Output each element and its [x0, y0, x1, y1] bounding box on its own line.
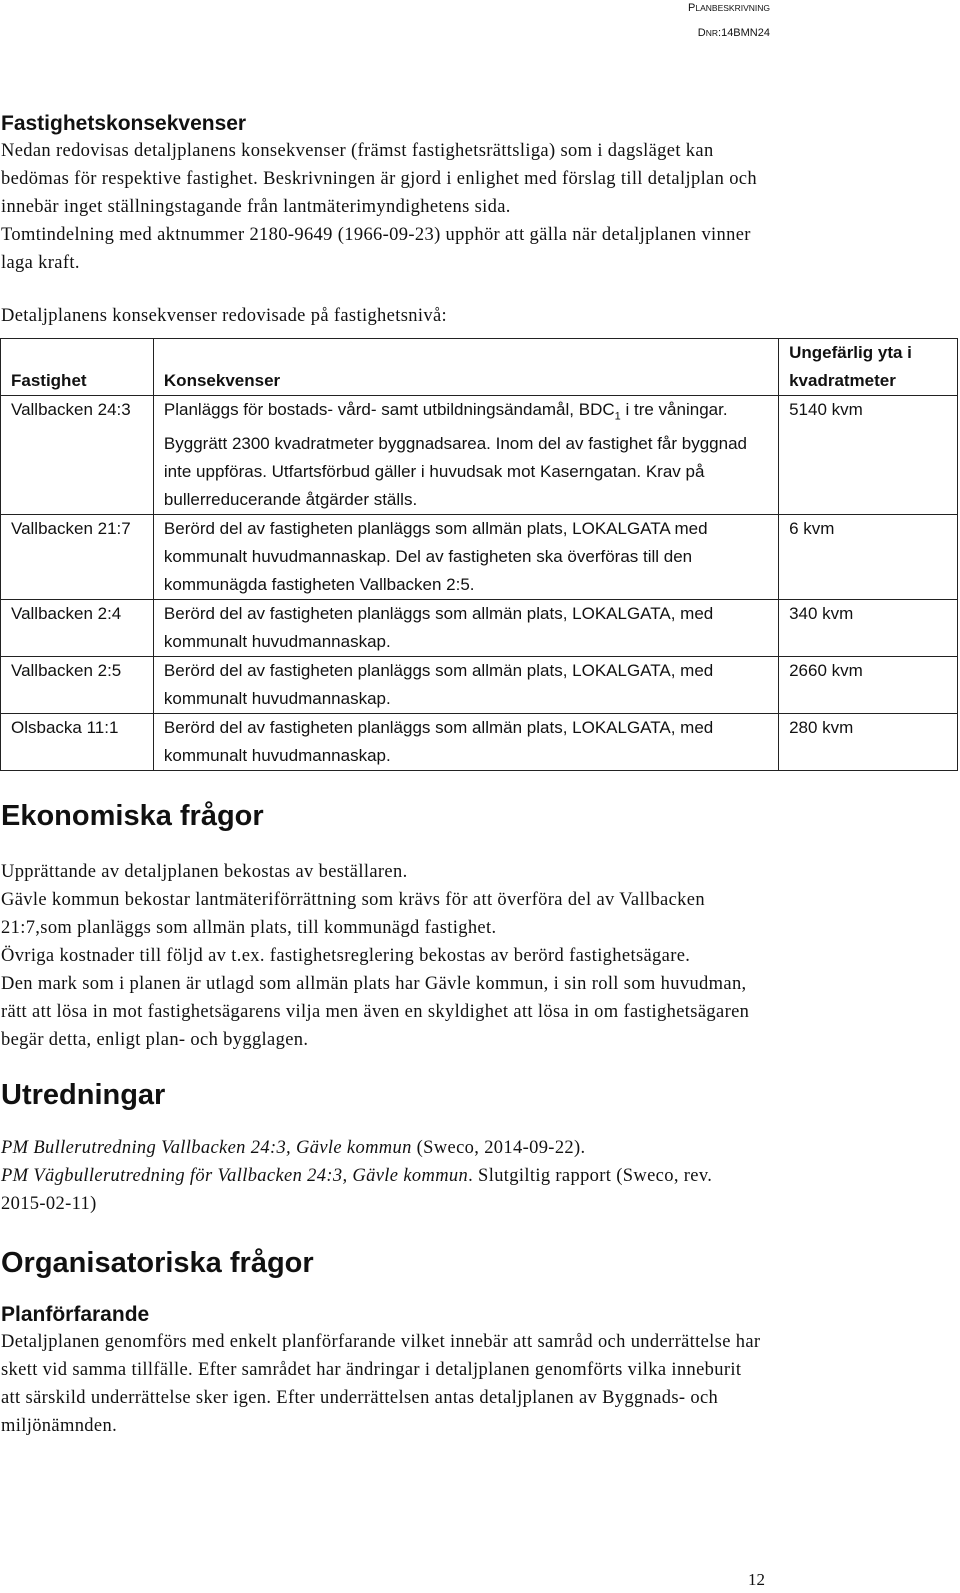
page-content: [1, 108, 956, 1440]
utredning-2-rest: . Slutgiltig rapport (Sweco, rev. 2015-02-11): [1, 1166, 713, 1215]
ekonomiska-p2: Gävle kommun bekostar lantmäteriförrättning som krävs för att överföra del av Vallbacken 21:7,som planläggs som allmän plats, till kommunägd fastighet.: [1, 890, 705, 939]
cell-fastighet: Vallbacken 2:5: [1, 657, 154, 714]
konsekvens-subscript: 1: [614, 410, 621, 423]
cell-konsekvens: Berörd del av fastigheten planläggs som allmän plats, LOKALGATA, med kommunalt huvudmannaskap.: [153, 714, 778, 771]
dnr-cap: D: [697, 27, 706, 39]
page-number: 12: [748, 1570, 765, 1589]
utredning-item-1: [1, 1134, 761, 1162]
ekonomiska-p3: Övriga kostnader till följd av t.ex. fastighetsreglering bekostas av berörd fastighetsägare.: [1, 946, 691, 967]
cell-konsekvens: Berörd del av fastigheten planläggs som allmän plats, LOKALGATA, med kommunalt huvudmannaskap.: [153, 657, 778, 714]
doc-type-rest: LANBESKRIVNING: [695, 3, 770, 13]
utredning-1-title: PM Bullerutredning Vallbacken 24:3, Gävle kommun: [1, 1138, 412, 1159]
table-row: [1, 515, 958, 600]
header-konsekvenser: Konsekvenser: [153, 339, 778, 396]
ekonomiska-p1: Upprättande av detaljplanen bekostas av beställaren.: [1, 862, 408, 883]
header-yta: Ungefärlig yta i kvadratmeter: [779, 339, 958, 396]
cell-yta: 340 kvm: [779, 600, 958, 657]
utredning-item-2: [1, 1162, 761, 1218]
ekonomiska-heading: Ekonomiska frågor: [1, 800, 264, 833]
table-intro: Detaljplanens konsekvenser redovisade på fastighetsnivå:: [1, 306, 447, 326]
dnr-value: :14BMN24: [718, 27, 770, 39]
table-row: [1, 600, 958, 657]
utredningar-heading: Utredningar: [1, 1079, 166, 1112]
cell-fastighet: Vallbacken 2:4: [1, 600, 154, 657]
organisatoriska-heading: Organisatoriska frågor: [1, 1247, 314, 1280]
planforfarande-paragraph: Detaljplanen genomförs med enkelt planförfarande vilket innebär att samråd och underrättelse har skett vid samma tillfälle. Efter samrådet har ändringar i detaljplanen genomförts vilka inneburit att särskild underrättelse sker igen. Efter underrättelsen antas detaljplanen av Byggnads- och miljönämnden.: [1, 1332, 761, 1437]
cell-konsekvens: Berörd del av fastigheten planläggs som allmän plats, LOKALGATA, med kommunalt huvudmannaskap.: [153, 600, 778, 657]
konsekvens-pre: Planläggs för bostads- vård- samt utbildningsändamål, BDC: [163, 400, 615, 419]
dnr-rest: NR: [705, 28, 719, 38]
ekonomiska-p4: Den mark som i planen är utlagd som allmän plats har Gävle kommun, i sin roll som huvudman, rätt att lösa in mot fastighetsägarens vilja men även en skyldighet att lösa in om fastighetsägaren begär detta, enligt plan- och bygglagen.: [1, 974, 750, 1051]
header-fastighet: Fastighet: [1, 339, 154, 396]
table-row: [1, 714, 958, 771]
cell-konsekvens: Berörd del av fastigheten planläggs som allmän plats, LOKALGATA med kommunalt huvudmannaskap. Del av fastigheten ska överföras till den kommunägda fastigheten Vallbacken 2:5.: [153, 515, 778, 600]
cell-yta: 280 kvm: [779, 714, 958, 771]
fastighet-table: [0, 338, 958, 771]
cell-konsekvens: [153, 396, 778, 515]
cell-fastighet: Vallbacken 24:3: [1, 396, 154, 515]
doc-type-header: [688, 2, 770, 14]
fastighet-paragraph-1: Nedan redovisas detaljplanens konsekvenser (främst fastighetsrättsliga) som i dagsläget kan bedömas för respektive fastighet. Beskrivningen är gjord i enlighet med förslag till detaljplan och innebär inget ställningstagande från lantmäterimyndighetens sida.: [1, 141, 757, 217]
cell-yta: 2660 kvm: [779, 657, 958, 714]
fastighet-paragraph-2: Tomtindelning med aktnummer 2180-9649 (1966-09-23) upphör att gälla när detaljplanen vinner laga kraft.: [1, 225, 751, 273]
cell-yta: 6 kvm: [779, 515, 958, 600]
planforfarande-heading: Planförfarande: [1, 1303, 150, 1327]
table-header-row: [1, 339, 958, 396]
table-row: [1, 657, 958, 714]
utredning-1-rest: (Sweco, 2014-09-22).: [411, 1138, 586, 1159]
fastighetskonsekvenser-heading: Fastighetskonsekvenser: [1, 112, 247, 135]
konsekvens-post: i tre våningar. Byggrätt 2300 kvadratmeter byggnadsarea. Inom del av fastighet får byggnad inte uppföras. Utfartsförbud gäller i huvudsak mot Kaserngatan. Krav på bullerreducerande åtgärder ställs.: [163, 400, 747, 510]
table-row: [1, 396, 958, 515]
dnr-header: [698, 27, 770, 39]
doc-type-cap: P: [688, 2, 696, 14]
utredning-2-title: PM Vägbullerutredning för Vallbacken 24:3, Gävle kommun: [1, 1166, 469, 1187]
cell-yta: 5140 kvm: [779, 396, 958, 515]
cell-fastighet: Vallbacken 21:7: [1, 515, 154, 600]
cell-fastighet: Olsbacka 11:1: [1, 714, 154, 771]
